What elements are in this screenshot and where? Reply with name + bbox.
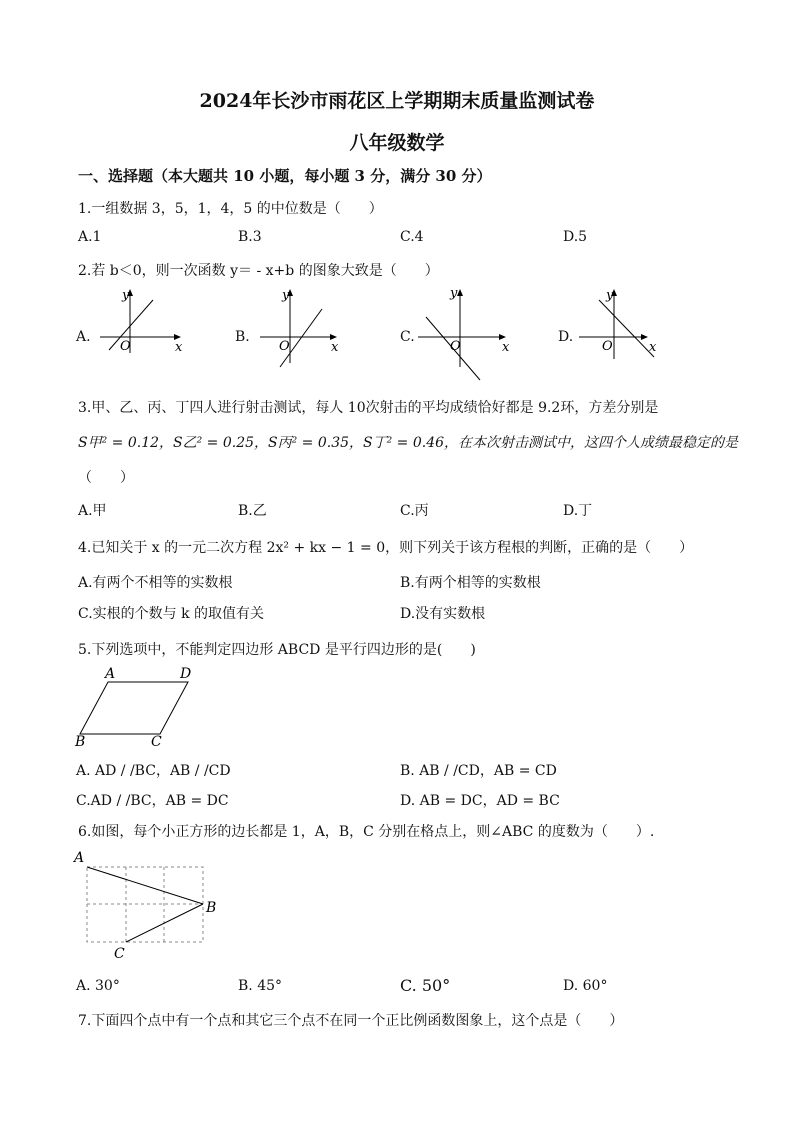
q3-option-b: B.乙 — [238, 503, 267, 519]
origin-label: O — [450, 339, 461, 354]
question-3-stem-line3: （ ） — [78, 470, 134, 486]
section-heading: 一、选择题（本大题共 10 小题，每小题 3 分，满分 30 分） — [78, 167, 492, 185]
question-3-stem-line2: S甲² = 0.12，S乙² = 0.25，S丙² = 0.35，S丁² = 0.46，在本次射击测试中，这四个人成绩最稳定的是 — [78, 435, 739, 451]
x-axis-label: x — [175, 340, 183, 355]
x-axis-arrow — [641, 334, 648, 340]
origin-label: O — [120, 339, 131, 354]
vertex-a-label: A — [105, 666, 116, 682]
question-2-stem: 2.若 b＜0，则一次函数 y＝ - x+b 的图象大致是（ ） — [78, 263, 439, 279]
q3-option-a: A.甲 — [78, 503, 107, 519]
vertex-d-label: D — [180, 666, 192, 682]
function-line — [280, 309, 322, 367]
parallelogram-shape — [80, 682, 188, 734]
exam-title: 2024年长沙市雨花区上学期期末质量监测试卷 — [199, 90, 595, 112]
q6-grid-figure — [72, 848, 232, 966]
q4-option-d: D.没有实数根 — [400, 606, 486, 622]
q2-graph-c-label: C. — [400, 329, 415, 345]
y-axis-label: y — [122, 288, 130, 303]
question-5-stem: 5.下列选项中，不能判定四边形 ABCD 是平行四边形的是( ) — [78, 642, 476, 658]
q2-graph-c — [418, 285, 518, 385]
q5-option-a: A. AD / /BC，AB / /CD — [76, 763, 231, 779]
point-a-label: A — [74, 850, 85, 866]
q1-option-d: D.5 — [563, 229, 588, 245]
function-line — [109, 300, 153, 350]
question-1-stem: 1.一组数据 3，5，1，4，5 的中位数是（ ） — [78, 201, 383, 217]
x-axis-label: x — [502, 340, 510, 355]
q6-option-a: A. 30° — [76, 978, 120, 994]
origin-label: O — [279, 339, 290, 354]
exam-subtitle: 八年级数学 — [349, 132, 445, 154]
y-axis-label: y — [450, 286, 458, 301]
y-axis-arrow — [457, 289, 463, 296]
q2-graph-b — [255, 285, 350, 375]
question-3-stem-line1: 3.甲、乙、丙、丁四人进行射击测试，每人 10次射击的平均成绩恰好都是 9.2环，方差分别是 — [78, 400, 659, 416]
q2-graph-a-label: A. — [76, 329, 91, 345]
x-axis-label: x — [331, 340, 339, 355]
q1-option-c: C.4 — [400, 229, 424, 245]
q6-option-d: D. 60° — [563, 978, 608, 994]
y-axis-label: y — [282, 288, 290, 303]
q2-graph-a — [95, 285, 190, 355]
q1-option-a: A.1 — [78, 229, 102, 245]
q4-option-a: A.有两个不相等的实数根 — [78, 575, 233, 591]
q4-option-b: B.有两个相等的实数根 — [400, 575, 541, 591]
vertex-c-label: C — [151, 734, 162, 750]
q3-option-c: C.丙 — [400, 503, 429, 519]
q4-option-c: C.实根的个数与 k 的取值有关 — [78, 606, 265, 622]
point-c-label: C — [114, 946, 125, 962]
question-6-stem: 6.如图，每个小正方形的边长都是 1，A，B，C 分别在格点上，则∠ABC 的度数为（ ）. — [78, 824, 655, 840]
dashed-grid — [87, 867, 203, 942]
q6-option-c: C. 50° — [400, 976, 451, 995]
segment-ab — [87, 867, 203, 904]
origin-label: O — [602, 339, 613, 354]
vertex-b-label: B — [75, 734, 86, 750]
q5-parallelogram-figure — [75, 668, 205, 748]
q1-option-b: B.3 — [238, 229, 262, 245]
q3-option-d: D.丁 — [563, 503, 593, 519]
question-7-stem: 7.下面四个点中有一个点和其它三个点不在同一个正比例函数图象上，这个点是（ ） — [78, 1013, 624, 1029]
point-b-label: B — [206, 900, 217, 916]
q5-option-b: B. AB / /CD，AB = CD — [400, 763, 557, 779]
q6-option-b: B. 45° — [238, 978, 283, 994]
q2-graph-b-label: B. — [235, 329, 250, 345]
q5-option-c: C.AD / /BC，AB = DC — [76, 793, 229, 809]
y-axis-label: y — [606, 288, 614, 303]
q2-graph-d — [574, 285, 669, 365]
q5-option-d: D. AB = DC，AD = BC — [400, 793, 560, 809]
q2-graph-d-label: D. — [558, 329, 574, 345]
question-4-stem: 4.已知关于 x 的一元二次方程 2x² + kx − 1 = 0，则下列关于该方程根的判断，正确的是（ ） — [78, 540, 694, 556]
x-axis-label: x — [649, 340, 657, 355]
